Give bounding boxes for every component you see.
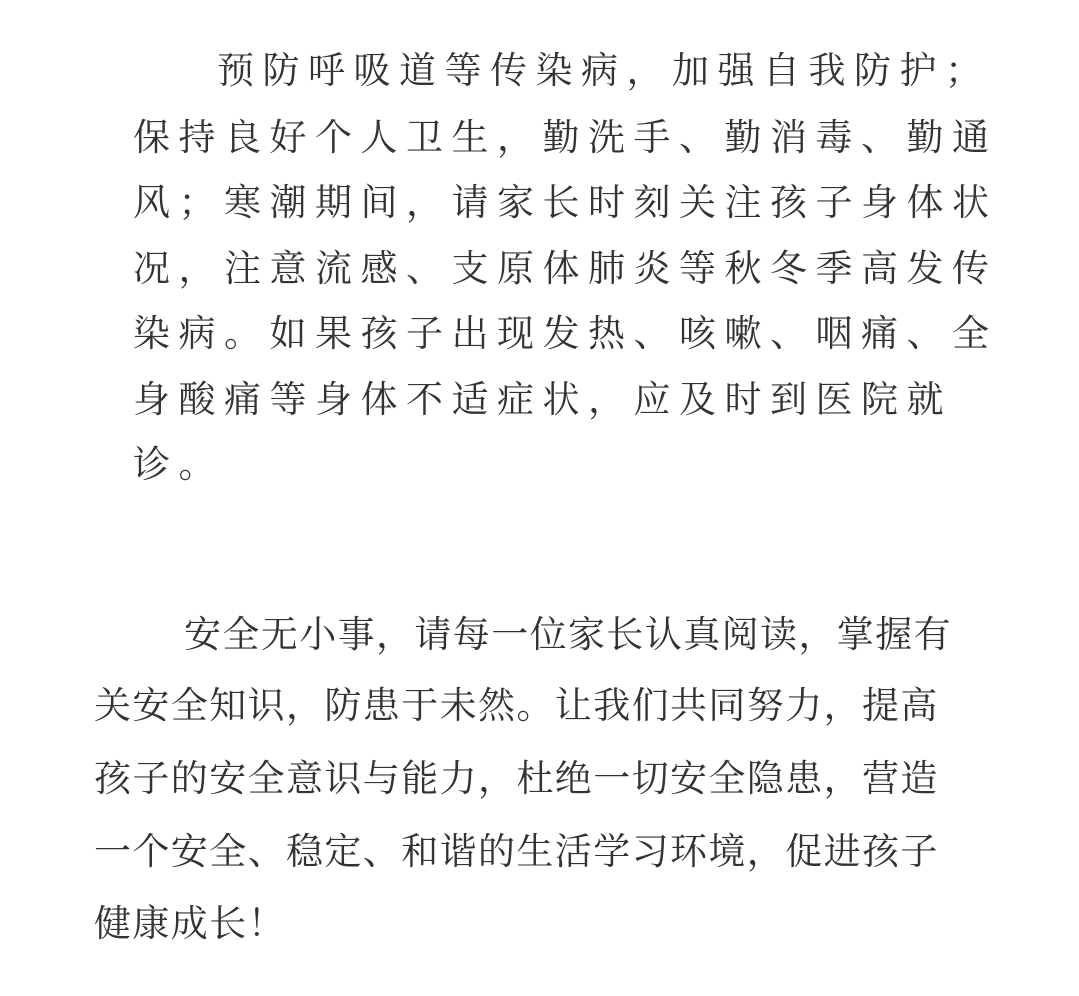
paragraph-line: 预防呼吸道等传染病，加强自我防护； [217,49,991,92]
paragraph-line: 孩子的安全意识与能力，杜绝一切安全隐患，营造 [94,757,939,800]
paragraph-line: 健康成长！ [94,902,286,945]
paragraph-line: 况，注意流感、支原体肺炎等秋冬季高发传 [133,247,998,290]
paragraph-line: 安全无小事，请每一位家长认真阅读，掌握有 [184,613,952,656]
paragraph-line: 一个安全、稳定、和谐的生活学习环境，促进孩子 [94,830,939,873]
paragraph-line: 染病。如果孩子出现发热、咳嗽、咽痛、全 [133,312,998,355]
paragraph-line: 保持良好个人卫生，勤洗手、勤消毒、勤通 [133,116,998,159]
paragraph-line: 诊。 [133,443,224,486]
paragraph-line: 身酸痛等身体不适症状，应及时到医院就 [133,378,952,421]
paragraph-line: 关安全知识，防患于未然。让我们共同努力，提高 [94,684,939,727]
paragraph-line: 风；寒潮期间，请家长时刻关注孩子身体状 [133,181,998,224]
